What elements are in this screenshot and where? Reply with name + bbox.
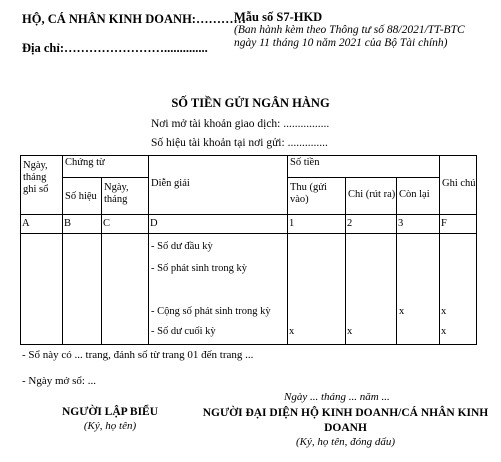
row-period-movement: - Số phát sinh trong kỳ <box>151 263 247 274</box>
in-cell: x <box>289 326 295 337</box>
code-cell: 3 <box>398 218 404 229</box>
representative-note: (Ký, họ tên, đóng dấu) <box>296 436 395 448</box>
note-cell: x <box>441 326 447 337</box>
col-out-header: Chi (rút ra) <box>348 189 396 200</box>
form-code: Mẫu số S7-HKD <box>234 10 323 24</box>
code-cell: B <box>64 218 72 229</box>
account-number: Số hiệu tài khoản tại nơi gửi: .............. <box>151 137 328 149</box>
issued-line-2: ngày 11 tháng 10 năm 2021 của Bộ Tài chính) <box>234 37 448 49</box>
col-amount-header: Số tiền <box>290 157 320 168</box>
code-cell: D <box>150 218 158 229</box>
col-description-header: Diễn giải <box>151 178 190 189</box>
col-voucher-date-header: Ngày, tháng <box>104 182 129 205</box>
row-closing-balance: - Số dư cuối kỳ <box>151 326 216 337</box>
out-cell: x <box>347 326 353 337</box>
signature-date: Ngày ... tháng ... năm ... <box>284 391 390 403</box>
address-label: Địa chỉ:…………………….............. <box>22 41 208 55</box>
code-cell: F <box>441 218 447 229</box>
row-opening-balance: - Số dư đầu kỳ <box>151 241 213 252</box>
preparer-note: (Ký, họ tên) <box>83 420 137 432</box>
col-date-header: Ngày, tháng ghi sổ <box>23 160 49 195</box>
account-place: Nơi mở tài khoản giao dịch: ................ <box>151 118 330 130</box>
code-cell: 1 <box>289 218 295 229</box>
col-in-header: Thu (gửi vào) <box>290 182 327 205</box>
pages-note: - Sổ này có ... trang, đánh số từ trang 01 đến trang ... <box>22 349 254 361</box>
preparer-title: NGƯỜI LẬP BIỂU <box>61 406 159 418</box>
code-cell: A <box>22 218 30 229</box>
row-period-total: - Cộng số phát sinh trong kỳ <box>151 306 271 317</box>
note-cell: x <box>441 306 447 317</box>
col-voucher-header: Chứng từ <box>65 157 105 168</box>
business-name-label: HỘ, CÁ NHÂN KINH DOANH:………… <box>22 12 246 26</box>
code-cell: C <box>103 218 111 229</box>
balance-cell: x <box>399 306 405 317</box>
page-title: SỐ TIỀN GỬI NGÂN HÀNG <box>171 96 330 110</box>
col-voucher-no-header: Số hiệu <box>65 191 97 202</box>
code-cell: 2 <box>347 218 353 229</box>
issued-line-1: (Ban hành kèm theo Thông tư số 88/2021/TT-BTC <box>234 24 465 36</box>
representative-title: NGƯỜI ĐẠI DIỆN HỘ KINH DOANH/CÁ NHÂN KINH DOANH <box>202 407 489 434</box>
col-balance-header: Còn lại <box>399 189 430 200</box>
col-note-header: Ghi chú <box>442 178 476 189</box>
open-date-note: - Ngày mở sổ: ... <box>22 375 96 387</box>
